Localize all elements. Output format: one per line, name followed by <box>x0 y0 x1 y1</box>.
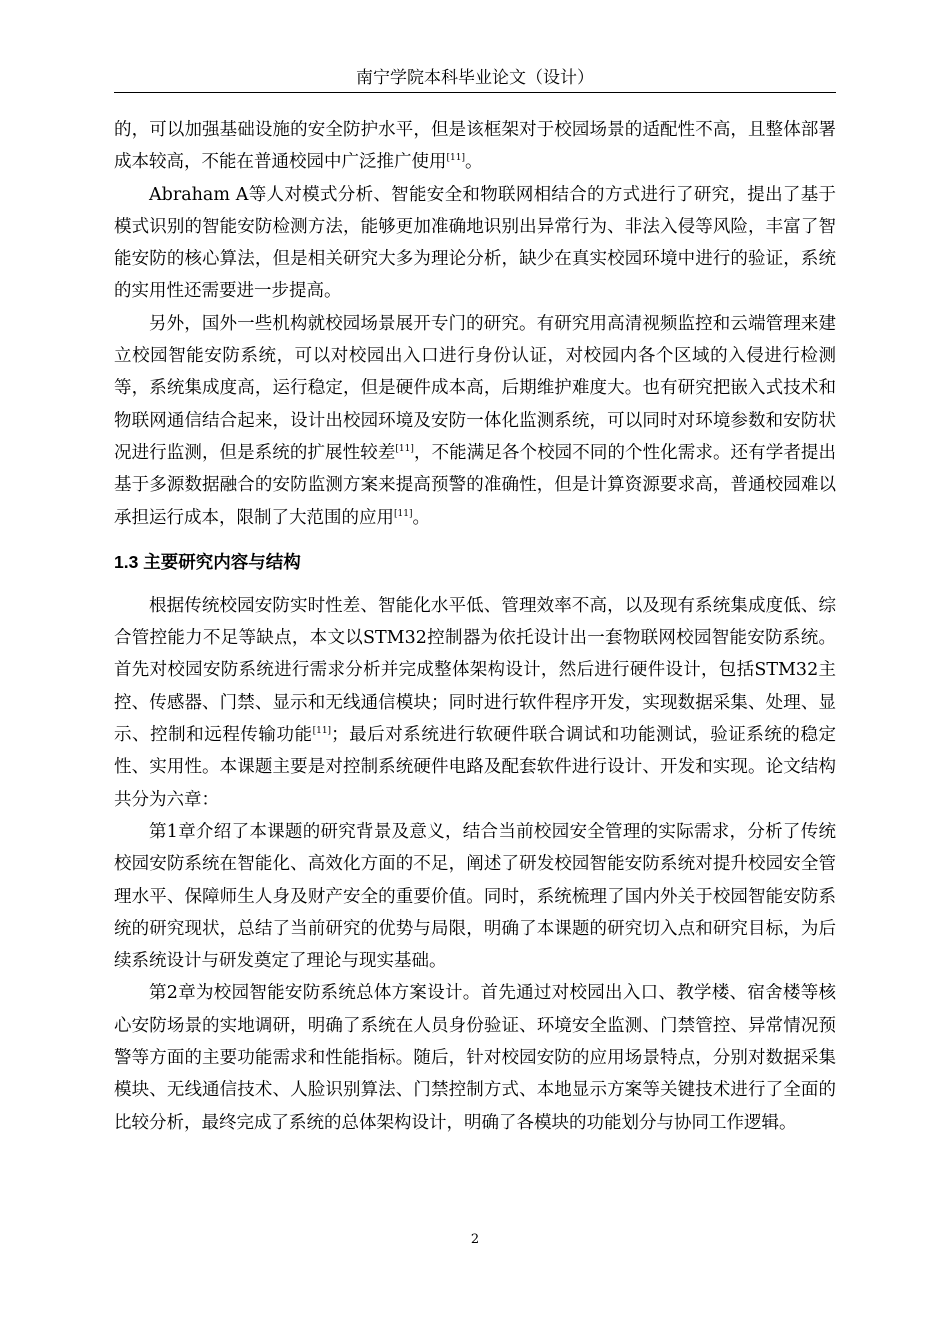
page-number: 2 <box>470 1232 480 1247</box>
paragraph-text: 根据传统校园安防实时性差、智能化水平低、管理效率不高，以及现有系统集成度低、综合管控能力不足等缺点，本文以STM32控制器为依托设计出一套物联网校园智能安防系统。首先对校园安防系统进行需求分析并完成整体架构设计，然后进行硬件设计，包括STM32主控、传感器、门禁、显示和无线通信模块；同时进行软件程序开发，实现数据采集、处理、显示、控制和远程传输功能 <box>114 595 836 746</box>
paragraph-research-content <box>114 590 836 816</box>
citation: [11] <box>446 153 465 164</box>
page-body <box>114 114 836 1139</box>
paragraph-text: ，不能满足各个校园不同的个性化需求。还有学者提出基于多源数据融合的安防监测方案来提高预警的准确性，但是计算资源要求高，普通校园难以承担运行成本，限制了大范围的应用 <box>114 442 836 528</box>
citation: [11] <box>312 726 332 737</box>
page-header: 南宁学院本科毕业论文（设计） <box>356 68 594 88</box>
citation: [11] <box>394 508 413 519</box>
header-rule <box>114 92 836 93</box>
paragraph-abraham: Abraham A等人对模式分析、智能安全和物联网相结合的方式进行了研究，提出了基于模式识别的智能安防检测方法，能够更加准确地识别出异常行为、非法入侵等风险，丰富了智能安防的核心算法，但是相关研究大多为理论分析，缺少在真实校园环境中进行的验证，系统的实用性还需要进一步提高。 <box>114 184 836 302</box>
paragraph-chapter-1: 第1章介绍了本课题的研究背景及意义，结合当前校园安全管理的实际需求，分析了传统校园安防系统在智能化、高效化方面的不足，阐述了研发校园智能安防系统对提升校园安全管理水平、保障师生人身及财产安全的重要价值。同时，系统梳理了国内外关于校园智能安防系统的研究现状，总结了当前研究的优势与局限，明确了本课题的研究切入点和研究目标，为后续系统设计与研发奠定了理论与现实基础。 <box>114 821 836 972</box>
paragraph-tail: 。 <box>412 507 430 528</box>
citation: [11] <box>395 444 414 455</box>
paragraph-continuation <box>114 114 836 179</box>
paragraph-chapter-2: 第2章为校园智能安防系统总体方案设计。首先通过对校园出入口、教学楼、宿舍楼等核心安防场景的实地调研，明确了系统在人员身份验证、环境安全监测、门禁管控、异常情况预警等方面的主要功能需求和性能指标。随后，针对校园安防的应用场景特点，分别对数据采集模块、无线通信技术、人脸识别算法、门禁控制方式、本地显示方案等关键技术进行了全面的比较分析，最终完成了系统的总体架构设计，明确了各模块的功能划分与协同工作逻辑。 <box>114 983 836 1133</box>
paragraph-tail: ；最后对系统进行软硬件联合调试和功能测试，验证系统的稳定性、实用性。本课题主要是对控制系统硬件电路及配套软件进行设计、开发和实现。论文结构共分为六章： <box>114 725 837 810</box>
paragraph-text: 另外，国外一些机构就校园场景展开专门的研究。有研究用高清视频监控和云端管理来建立校园智能安防系统，可以对校园出入口进行身份认证，对校园内各个区域的入侵进行检测等，系统集成度高，运行稳定，但是硬件成本高，后期维护难度大。也有研究把嵌入式技术和物联网通信结合起来，设计出校园环境及安防一体化监测系统，可以同时对环境参数和安防状况进行监测，但是系统的扩展性较差 <box>114 313 836 463</box>
section-heading: 1.3 主要研究内容与结构 <box>114 551 301 572</box>
paragraph-tail: 。 <box>464 152 483 173</box>
paragraph-text: 的，可以加强基础设施的安全防护水平，但是该框架对于校园场景的适配性不高，且整体部署成本较高，不能在普通校园中广泛推广使用 <box>114 120 836 173</box>
paragraph-foreign-research <box>114 308 836 534</box>
